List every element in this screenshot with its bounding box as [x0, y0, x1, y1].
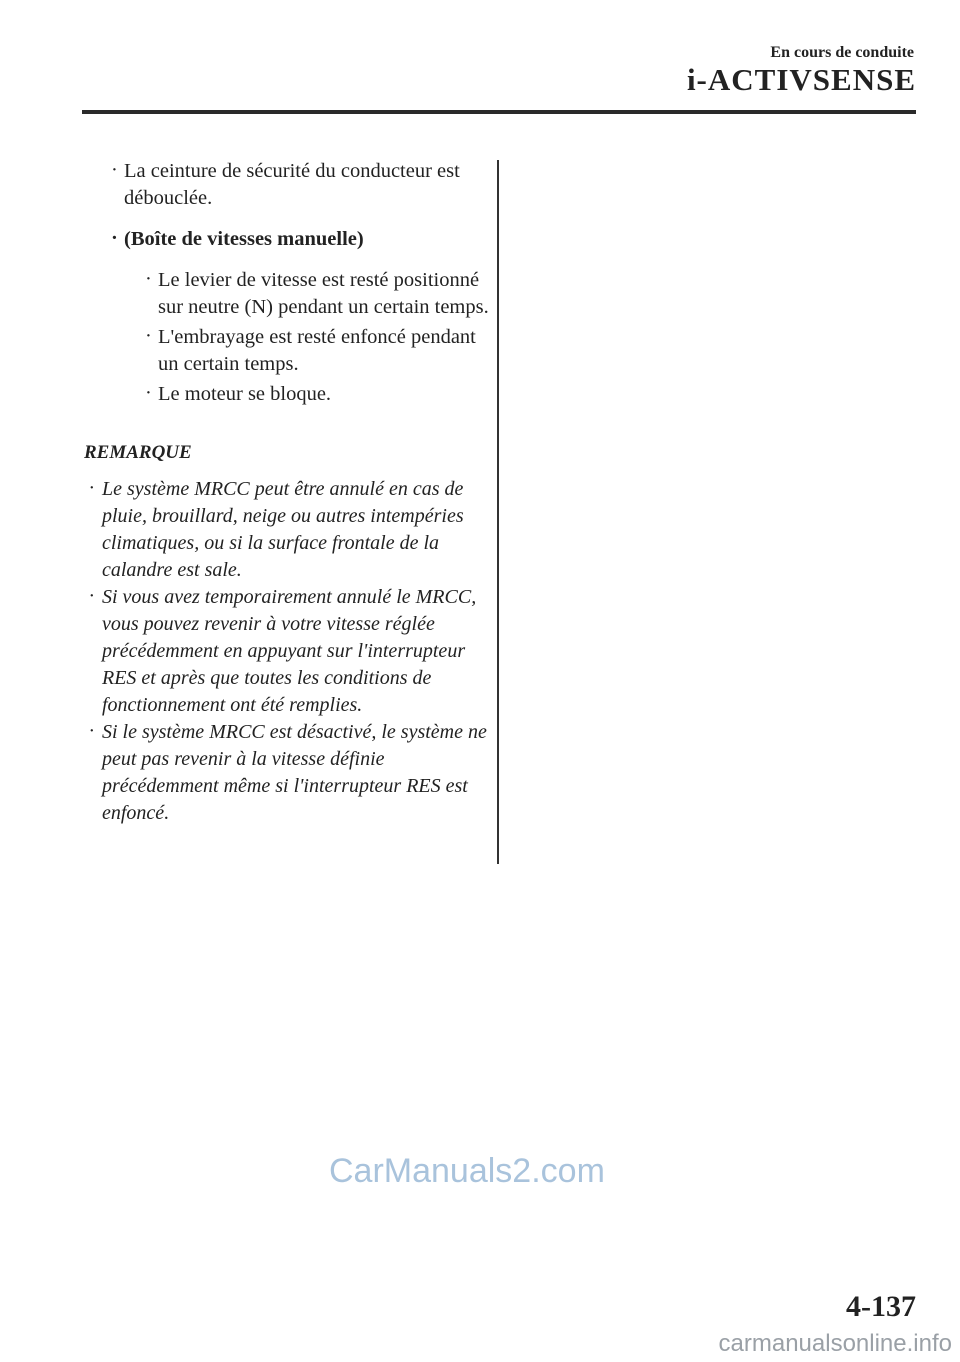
main-content [84, 158, 489, 827]
note-item [89, 584, 489, 719]
list-item [111, 226, 489, 253]
list-item-text: La ceinture de sécurité du conducteur est débouclée. [124, 160, 460, 209]
bullet: · [89, 720, 94, 742]
page-number: 4-137 [846, 1290, 916, 1323]
note-item [89, 476, 489, 584]
note-text: Si vous avez temporairement annulé le MRCC, vous pouvez revenir à votre vitesse réglée précédemment en appuyant sur l'interrupteur RES et après que toutes les conditions de fonctionnement ont été remplies. [102, 586, 477, 716]
remarque-notes [84, 476, 489, 827]
list-item [145, 381, 489, 408]
note-text: Le système MRCC peut être annulé en cas de pluie, brouillard, neige ou autres intempéries climatiques, ou si la surface frontale de la calandre est sale. [102, 478, 464, 581]
list-item-text: (Boîte de vitesses manuelle) [124, 228, 364, 250]
column-divider [497, 160, 499, 864]
list-item [145, 324, 489, 378]
note-item [89, 719, 489, 827]
page-title: i-ACTIVSENSE [686, 62, 916, 97]
list-item-text: Le moteur se bloque. [158, 383, 332, 405]
header-divider [82, 110, 916, 114]
list-item [111, 158, 489, 212]
footer-watermark[interactable]: carmanualsonline.info [718, 1330, 952, 1357]
bullet: · [145, 382, 152, 404]
list-item [145, 267, 489, 321]
bullet: · [145, 268, 152, 290]
bullet: · [145, 325, 152, 347]
bullet: · [111, 227, 118, 249]
remarque-heading: REMARQUE [84, 442, 192, 463]
watermark-logo[interactable]: CarManuals2.com [329, 1152, 605, 1190]
bullet: · [111, 159, 118, 181]
list-item-text: Le levier de vitesse est resté positionné sur neutre (N) pendant un certain temps. [158, 269, 489, 318]
note-text: Si le système MRCC est désactivé, le système ne peut pas revenir à la vitesse définie précédemment même si l'interrupteur RES est enfoncé. [102, 721, 487, 824]
bullet: · [89, 585, 94, 607]
section-subtitle: En cours de conduite [770, 44, 914, 61]
list-item-text: L'embrayage est resté enfoncé pendant un certain temps. [158, 326, 476, 375]
bullet: · [89, 477, 94, 499]
